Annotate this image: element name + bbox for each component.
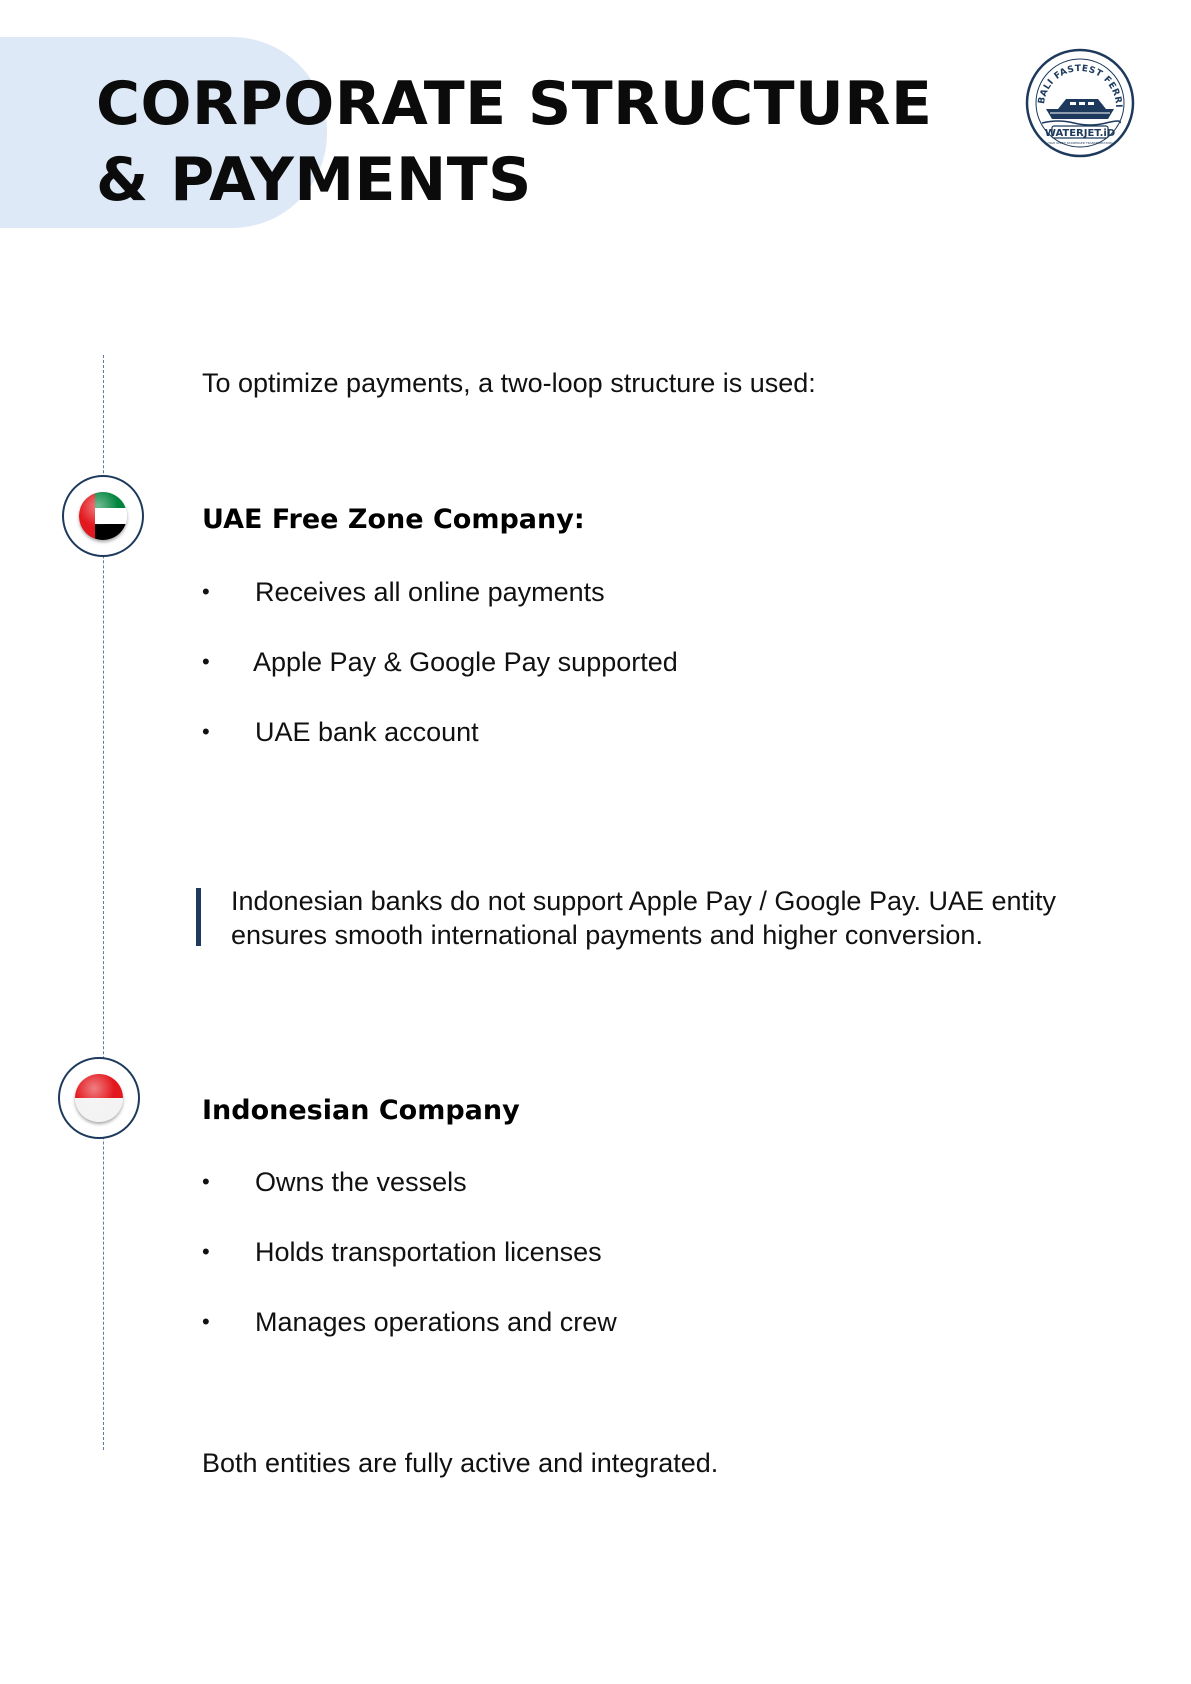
logo-tagline-text: HIGH SPEED PASSENGER TRANSPORTATION — [1047, 141, 1113, 145]
bullet-icon: • — [202, 1169, 210, 1194]
bullet-icon: • — [202, 719, 210, 744]
logo-arc-text: BALI FASTEST FERRI — [1037, 63, 1124, 109]
list-item-text: Manages operations and crew — [255, 1307, 617, 1337]
uae-flag-icon — [79, 492, 127, 540]
list-item-text: Apple Pay & Google Pay supported — [253, 647, 678, 677]
indonesia-flag-marker — [58, 1057, 140, 1139]
uae-flag-marker — [62, 475, 144, 557]
indonesia-section-heading: Indonesian Company — [202, 1095, 520, 1126]
list-item-text: UAE bank account — [255, 717, 479, 747]
page-title — [96, 66, 932, 218]
page-title-line-2: & PAYMENTS — [96, 145, 532, 215]
bullet-icon: • — [202, 1309, 210, 1334]
closing-text: Both entities are fully active and integrated. — [202, 1448, 719, 1478]
callout-note — [196, 884, 1096, 950]
callout-note-text: Indonesian banks do not support Apple Pay / Google Pay. UAE entity ensures smooth international payments and higher conversion. — [231, 886, 1057, 950]
logo-brand-text: WATERJET.iD — [1044, 128, 1116, 139]
ferry-logo-icon — [1024, 47, 1136, 159]
list-item-text: Owns the vessels — [255, 1167, 467, 1197]
list-item-text: Receives all online payments — [255, 577, 605, 607]
page-title-line-1: CORPORATE STRUCTURE — [96, 69, 933, 139]
bullet-icon: • — [202, 579, 210, 604]
company-logo — [1024, 47, 1136, 159]
uae-section-heading: UAE Free Zone Company: — [202, 504, 585, 535]
indonesia-flag-icon — [75, 1074, 123, 1122]
bullet-icon: • — [202, 649, 210, 674]
callout-accent-bar — [196, 888, 201, 946]
intro-text: To optimize payments, a two-loop structure is used: — [202, 368, 816, 398]
list-item-text: Holds transportation licenses — [255, 1237, 602, 1267]
bullet-icon: • — [202, 1239, 210, 1264]
